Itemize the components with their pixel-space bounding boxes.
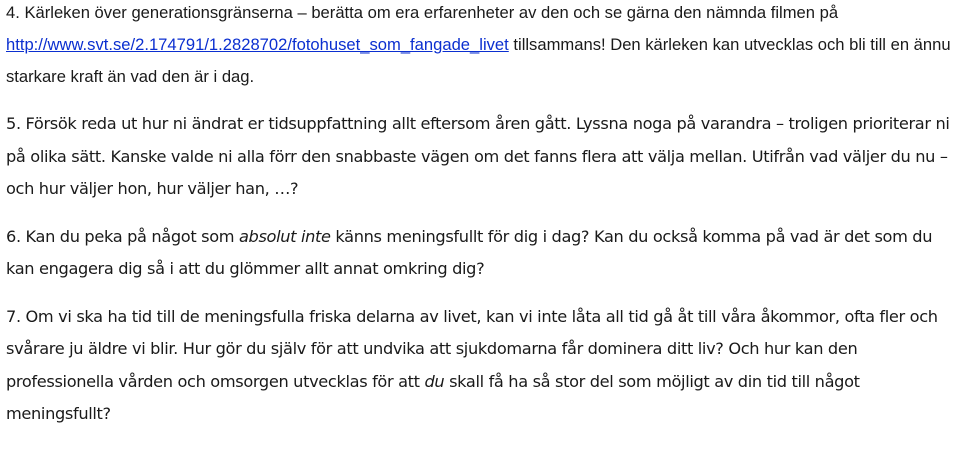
paragraph-6 — [6, 221, 958, 286]
paragraph-4-lead: 4. Kärleken över generationsgränserna – berätta om era erfarenheter av den och se gärna den nämnda filmen på — [6, 3, 839, 22]
document-body — [6, 0, 958, 431]
fotohuset-link[interactable]: http://www.svt.se/2.174791/1.2828702/fotohuset_som_fangade_livet — [6, 35, 509, 54]
paragraph-4 — [6, 0, 958, 93]
paragraph-5: 5. Försök reda ut hur ni ändrat er tidsuppfattning allt eftersom åren gått. Lyssna noga på varandra – troligen prioriterar ni på olika sätt. Kanske valde ni alla förr den snabbaste vägen om det fanns flera att välja mellan. Utifrån vad väljer du nu – och hur väljer hon, hur väljer han, …? — [6, 114, 950, 198]
paragraph-6-start: 6. Kan du peka på något som — [6, 226, 239, 246]
paragraph-7-end: skall få ha så stor del som möjligt av din tid till något meningsfullt? — [6, 371, 860, 423]
paragraph-6-emphasis: absolut inte — [238, 226, 331, 246]
paragraph-7 — [6, 301, 958, 431]
paragraph-7-start: 7. Om vi ska ha tid till de meningsfulla friska delarna av livet, kan vi inte låta all tid gå åt till våra åkommor, ofta fler och svårare ju äldre vi blir. Hur gör du själv för att undvika att sjukdomarna får dominera ditt liv? Och hur kan den professionella vården och omsorgen utvecklas för att — [6, 306, 938, 391]
paragraph-4-tail: tillsammans! Den kärleken kan utvecklas och bli till en ännu starkare kraft än vad den är i dag. — [6, 35, 951, 86]
paragraph-7-emphasis: du — [424, 371, 445, 391]
paragraph-6-end: känns meningsfullt för dig i dag? Kan du också komma på vad är det som du kan engagera dig så i att du glömmer allt annat omkring dig? — [6, 226, 933, 278]
